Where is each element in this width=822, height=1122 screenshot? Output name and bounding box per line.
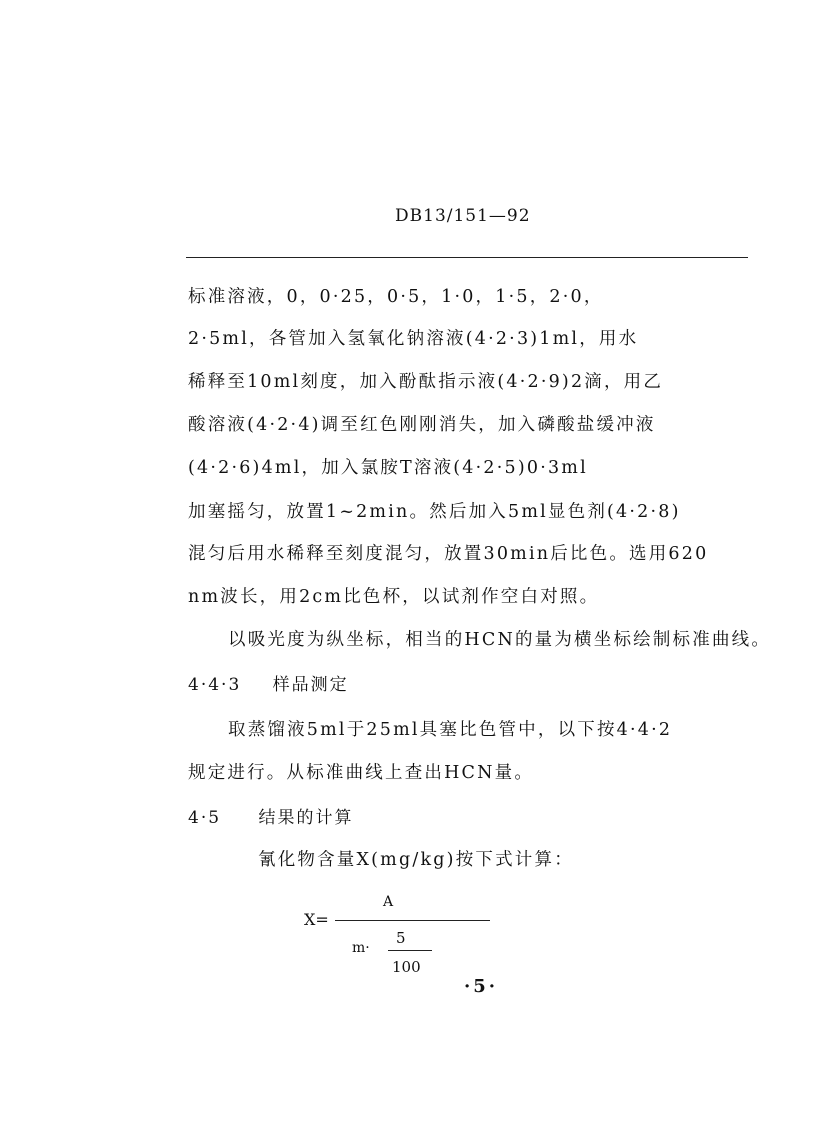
standard-code: DB13/151—92	[395, 206, 531, 226]
paragraph-sample-2: 规定进行。从标准曲线上查出HCN量。	[188, 763, 535, 783]
body-line-3: 稀释至10ml刻度，加入酚酞指示液(4·2·9)2滴，用乙	[188, 372, 664, 392]
section-4-5-title: 结果的计算	[258, 808, 354, 828]
header-rule	[186, 257, 748, 258]
body-line-5: (4·2·6)4ml，加入氯胺T溶液(4·2·5)0·3ml	[188, 458, 588, 478]
section-4-4-3-heading	[188, 670, 349, 695]
body-line-4: 酸溶液(4·2·4)调至红色刚刚消失，加入磷酸盐缓冲液	[188, 415, 656, 435]
formula-denominator-m: m·	[352, 940, 370, 956]
section-4-4-3-title: 样品测定	[272, 675, 349, 695]
body-line-2: 2·5ml，各管加入氢氧化钠溶液(4·2·3)1ml，用水	[188, 329, 639, 349]
body-line-8: nm波长，用2cm比色杯，以试剂作空白对照。	[188, 587, 600, 607]
formula-inner-fraction-bar	[388, 950, 432, 951]
body-line-6: 加塞摇匀，放置1~2min。然后加入5ml显色剂(4·2·8)	[188, 502, 681, 522]
formula-intro: 氰化物含量X(mg/kg)按下式计算：	[258, 850, 574, 870]
formula-fraction-bar	[335, 920, 490, 921]
section-4-5-heading	[188, 803, 353, 828]
body-line-7: 混匀后用水稀释至刻度混匀，放置30min后比色。选用620	[188, 544, 709, 564]
section-4-5-number: 4·5	[188, 808, 222, 828]
formula-lhs: X=	[304, 910, 329, 929]
paragraph-sample-1: 取蒸馏液5ml于25ml具塞比色管中，以下按4·4·2	[228, 720, 673, 740]
formula-numerator: A	[383, 894, 394, 910]
body-line-1: 标准溶液，0，0·25，0·5，1·0，1·5，2·0，	[188, 287, 604, 307]
page-number: ·5·	[464, 976, 499, 997]
formula-denominator-numerator: 5	[396, 929, 406, 947]
section-4-4-3-number: 4·4·3	[188, 675, 242, 695]
formula-denominator-denominator: 100	[392, 958, 421, 976]
paragraph-standard-curve: 以吸光度为纵坐标，相当的HCN的量为横坐标绘制标准曲线。	[228, 630, 772, 650]
